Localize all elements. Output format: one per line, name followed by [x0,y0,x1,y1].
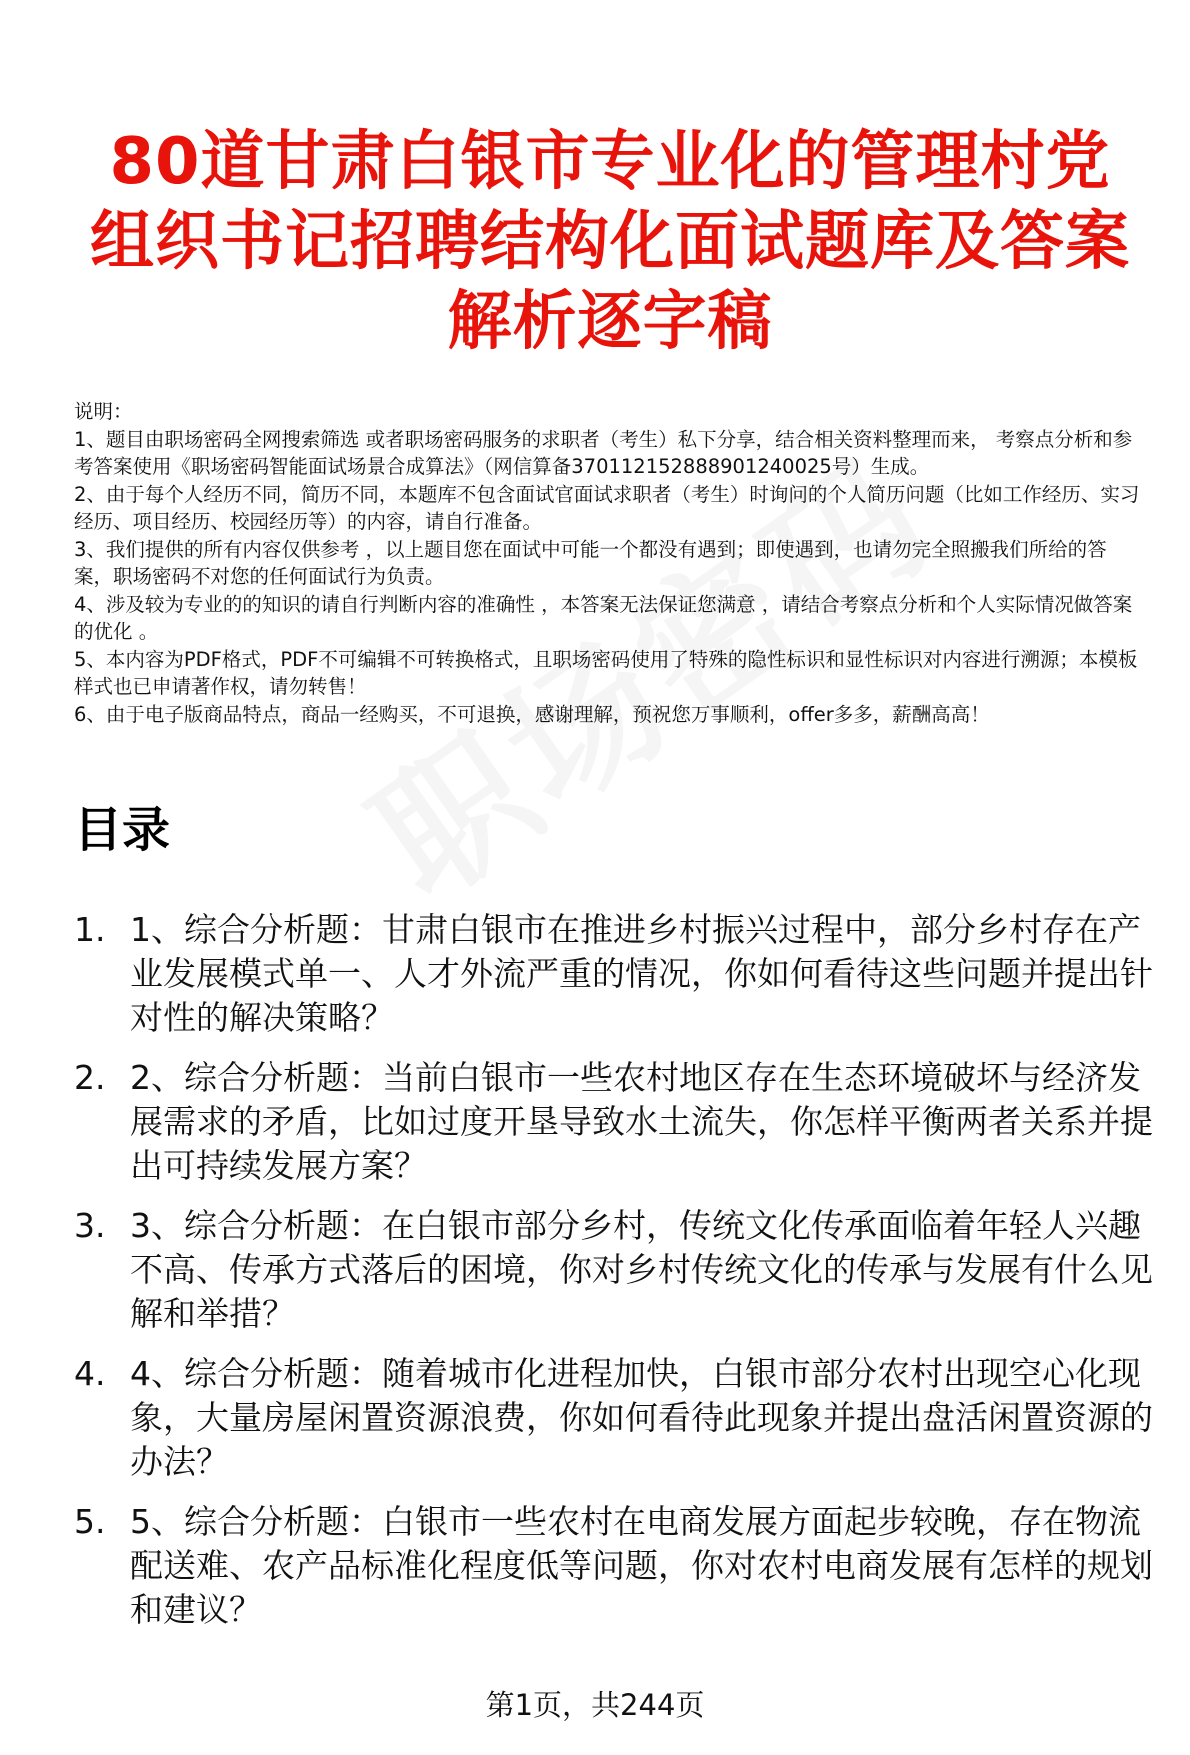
toc-item[interactable] [74,1056,1164,1188]
toc-heading: 目录 [74,802,171,858]
toc-item-text: 4、综合分析题：随着城市化进程加快，白银市部分农村出现空心化现象，大量房屋闲置资源浪费，你如何看待此现象并提出盘活闲置资源的办法？ [130,1354,1153,1481]
toc-item-number: 5. [74,1502,106,1541]
toc-item-number: 2. [74,1058,106,1097]
toc-item[interactable] [74,908,1164,1040]
toc-item[interactable] [74,1204,1164,1336]
note-item: 6、由于电子版商品特点，商品一经购买，不可退换，感谢理解，预祝您万事顺利，offer多多，薪酬高高！ [74,702,990,726]
toc-item[interactable] [74,1352,1164,1484]
toc-item-text: 1、综合分析题：甘肃白银市在推进乡村振兴过程中，部分乡村存在产业发展模式单一、人才外流严重的情况，你如何看待这些问题并提出针对性的解决策略？ [130,910,1153,1037]
toc-item-text: 5、综合分析题：白银市一些农村在电商发展方面起步较晚，存在物流配送难、农产品标准化程度低等问题，你对农村电商发展有怎样的规划和建议？ [130,1502,1153,1629]
note-item: 2、由于每个人经历不同，简历不同，本题库不包含面试官面试求职者（考生）时询问的个人简历问题（比如工作经历、实习经历、项目经历、校园经历等）的内容，请自行准备。 [74,482,1140,533]
note-item: 1、题目由职场密码全网搜索筛选 或者职场密码服务的求职者（考生）私下分享，结合相关资料整理而来， 考察点分析和参考答案使用《职场密码智能面试场景合成算法》（网信算备370112152888901240025号）生成。 [74,427,1133,478]
toc-list [74,908,1164,1648]
note-item: 4、涉及较为专业的的知识的请自行判断内容的准确性 ，本答案无法保证您满意 ，请结合考察点分析和个人实际情况做答案的优化 。 [74,592,1133,643]
notes-section [74,398,1144,728]
toc-item-text: 3、综合分析题：在白银市部分乡村，传统文化传承面临着年轻人兴趣不高、传承方式落后的困境，你对乡村传统文化的传承与发展有什么见解和举措？ [130,1206,1153,1333]
note-item: 3、我们提供的所有内容仅供参考 ，以上题目您在面试中可能一个都没有遇到；即使遇到，也请勿完全照搬我们所给的答案，职场密码不对您的任何面试行为负责。 [74,537,1107,588]
document-title: 80道甘肃白银市专业化的管理村党组织书记招聘结构化面试题库及答案解析逐字稿 [90,125,1130,359]
toc-item-number: 1. [74,910,106,949]
note-item: 5、本内容为PDF格式，PDF不可编辑不可转换格式，且职场密码使用了特殊的隐性标识和显性标识对内容进行溯源；本模板样式也已申请著作权，请勿转售！ [74,647,1138,698]
toc-item-number: 3. [74,1206,106,1245]
toc-item-number: 4. [74,1354,106,1393]
toc-item-text: 2、综合分析题：当前白银市一些农村地区存在生态环境破坏与经济发展需求的矛盾，比如过度开垦导致水土流失，你怎样平衡两者关系并提出可持续发展方案？ [130,1058,1153,1185]
toc-item[interactable] [74,1500,1164,1632]
notes-heading: 说明： [74,400,133,423]
page-footer: 第1页，共244页 [485,1688,705,1722]
